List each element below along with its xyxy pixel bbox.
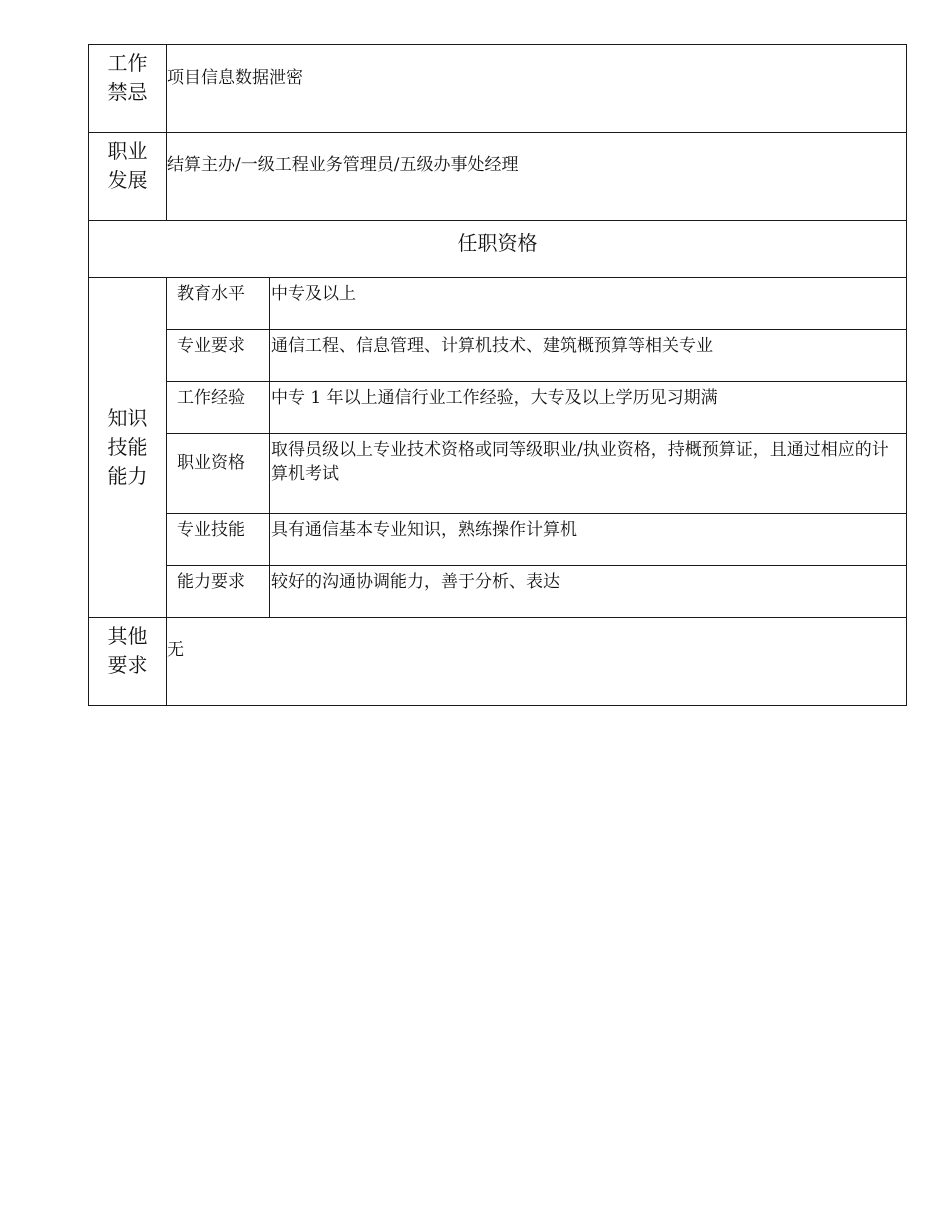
- taboo-row: [89, 45, 907, 133]
- other-value: 无: [167, 618, 907, 706]
- education-value: 中专及以上: [270, 278, 907, 330]
- qualification-row: [89, 514, 907, 566]
- qualification-row: [89, 382, 907, 434]
- taboo-label-line-2: 禁忌: [107, 80, 148, 104]
- career-row: [89, 133, 907, 221]
- career-label: [89, 133, 167, 221]
- skills-group-label-line-2: 技能: [107, 435, 148, 459]
- major-value: 通信工程、信息管理、计算机技术、建筑概预算等相关专业: [270, 330, 907, 382]
- certification-label: 职业资格: [167, 434, 270, 514]
- taboo-label: [89, 45, 167, 133]
- skills-group-label-line-1: 知识: [107, 406, 148, 430]
- qualification-row: [89, 278, 907, 330]
- other-label-line-1: 其他: [107, 624, 148, 648]
- major-label: 专业要求: [167, 330, 270, 382]
- job-requirements-table: [88, 44, 907, 706]
- career-label-line-1: 职业: [107, 139, 148, 163]
- professional-skill-value: 具有通信基本专业知识，熟练操作计算机: [270, 514, 907, 566]
- certification-value: 取得员级以上专业技术资格或同等级职业/执业资格，持概预算证，且通过相应的计算机考试: [270, 434, 907, 514]
- other-label: [89, 618, 167, 706]
- taboo-value: 项目信息数据泄密: [167, 45, 907, 133]
- ability-value: 较好的沟通协调能力，善于分析、表达: [270, 566, 907, 618]
- ability-label: 能力要求: [167, 566, 270, 618]
- education-label: 教育水平: [167, 278, 270, 330]
- qualifications-header-row: [89, 221, 907, 278]
- qualification-row: [89, 434, 907, 514]
- other-row: [89, 618, 907, 706]
- professional-skill-label: 专业技能: [167, 514, 270, 566]
- skills-group-label: [89, 278, 167, 618]
- qualification-row: [89, 330, 907, 382]
- career-value: 结算主办/一级工程业务管理员/五级办事处经理: [167, 133, 907, 221]
- skills-group-label-line-3: 能力: [107, 464, 148, 488]
- experience-value: 中专 1 年以上通信行业工作经验，大专及以上学历见习期满: [270, 382, 907, 434]
- taboo-label-line-1: 工作: [107, 51, 148, 75]
- qualifications-title: 任职资格: [89, 221, 907, 278]
- other-label-line-2: 要求: [107, 653, 148, 677]
- qualification-row: [89, 566, 907, 618]
- experience-label: 工作经验: [167, 382, 270, 434]
- career-label-line-2: 发展: [107, 168, 148, 192]
